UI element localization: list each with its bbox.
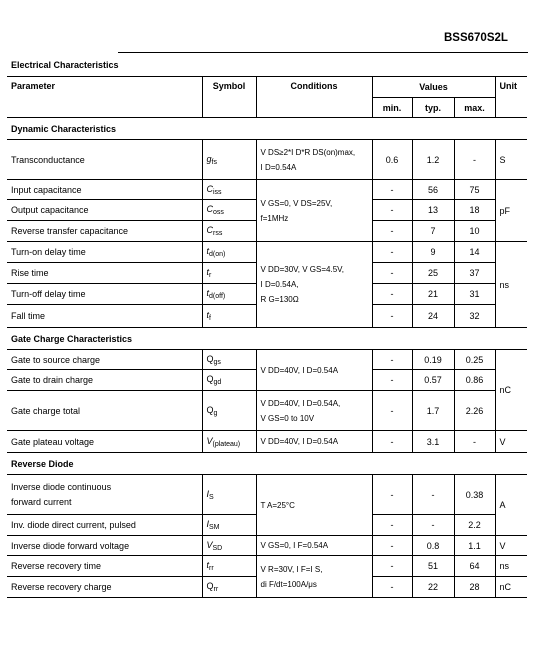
conditions-cell: V DS≥2*I D*R DS(on)max, I D=0.54A [256, 140, 372, 180]
col-max: max. [454, 98, 495, 118]
unit-value: A [495, 475, 527, 536]
max-value: 37 [454, 263, 495, 284]
typ-value: 25 [412, 263, 454, 284]
table-row [7, 556, 527, 577]
unit-value: pF [495, 180, 527, 242]
min-value: 0.6 [372, 140, 412, 180]
unit-value: V [495, 536, 527, 556]
typ-value: 1.2 [412, 140, 454, 180]
max-value: 0.25 [454, 350, 495, 370]
typ-value: 0.19 [412, 350, 454, 370]
max-value: 10 [454, 221, 495, 242]
min-value: - [372, 242, 412, 263]
table-row [7, 350, 527, 370]
max-value: 14 [454, 242, 495, 263]
min-value: - [372, 305, 412, 328]
param-label: Inverse diode continuous forward current [11, 481, 112, 507]
col-min: min. [372, 98, 412, 118]
symbol-cell: $C_{iss}$ [202, 180, 256, 200]
max-value: 75 [454, 180, 495, 200]
table-row [7, 180, 527, 200]
typ-value: 1.7 [412, 391, 454, 431]
symbol-cell: $I_S$ [202, 475, 256, 515]
conditions-cell: V R=30V, I F=I S, di F/dt=100A/μs [256, 556, 372, 598]
electrical-characteristics-table [7, 76, 527, 598]
max-value: - [454, 140, 495, 180]
typ-value: 24 [412, 305, 454, 328]
header-rule [118, 52, 528, 53]
table-row [7, 475, 527, 515]
min-value: - [372, 431, 412, 453]
conditions-cell: V GS=0, I F=0.54A [256, 536, 372, 556]
symbol-cell: $t_f$ [202, 305, 256, 328]
unit-value: ns [495, 556, 527, 577]
param-label: Output capacitance [7, 200, 202, 221]
param-label: Turn-off delay time [7, 284, 202, 305]
col-unit: Unit [495, 77, 527, 118]
min-value: - [372, 536, 412, 556]
table-row [7, 536, 527, 556]
typ-value: 0.8 [412, 536, 454, 556]
max-value: 0.38 [454, 475, 495, 515]
min-value: - [372, 350, 412, 370]
typ-value: 21 [412, 284, 454, 305]
symbol-cell: $V_{SD}$ [202, 536, 256, 556]
table-row [7, 140, 527, 180]
param-label: Gate to source charge [11, 354, 101, 365]
min-value: - [372, 370, 412, 391]
max-value: - [454, 431, 495, 453]
typ-value: - [412, 515, 454, 536]
min-value: - [372, 221, 412, 242]
page-section-title: Electrical Characteristics [11, 60, 119, 70]
symbol-cell: $t_{rr}$ [202, 556, 256, 577]
param-label: Inv. diode direct current, pulsed [11, 520, 136, 530]
symbol-cell: $t_r$ [202, 263, 256, 284]
max-value: 32 [454, 305, 495, 328]
max-value: 28 [454, 577, 495, 598]
typ-value: 0.57 [412, 370, 454, 391]
unit-value: nC [495, 350, 527, 431]
symbol-cell: $Q_g$ [202, 391, 256, 431]
conditions-cell: V DD=40V, I D=0.54A [256, 431, 372, 453]
symbol-cell: $g_{fs}$ [202, 140, 256, 180]
section-dynamic: Dynamic Characteristics [11, 123, 117, 134]
min-value: - [372, 391, 412, 431]
symbol-cell: $t_{d(off)}$ [202, 284, 256, 305]
conditions-cell: V GS=0, V DS=25V, f=1MHz [256, 180, 372, 242]
max-value: 1.1 [454, 536, 495, 556]
symbol-cell: $C_{oss}$ [202, 200, 256, 221]
max-value: 2.2 [454, 515, 495, 536]
unit-value: nC [495, 577, 527, 598]
param-label: Reverse recovery time [11, 561, 102, 571]
symbol-cell: $Q_{gd}$ [202, 370, 256, 391]
min-value: - [372, 577, 412, 598]
min-value: - [372, 200, 412, 221]
max-value: 2.26 [454, 391, 495, 431]
param-label: Rise time [7, 263, 202, 284]
max-value: 18 [454, 200, 495, 221]
max-value: 31 [454, 284, 495, 305]
min-value: - [372, 515, 412, 536]
section-gate-charge: Gate Charge Characteristics [11, 333, 133, 344]
table-row [7, 242, 527, 263]
conditions-cell: V DD=40V, I D=0.54A, V GS=0 to 10V [256, 391, 372, 431]
param-label: Turn-on delay time [7, 242, 202, 263]
typ-value: - [412, 475, 454, 515]
col-conditions: Conditions [256, 77, 372, 118]
max-value: 64 [454, 556, 495, 577]
part-number: BSS670S2L [444, 32, 508, 44]
typ-value: 3.1 [412, 431, 454, 453]
param-label: Reverse recovery charge [11, 582, 112, 592]
min-value: - [372, 475, 412, 515]
symbol-cell: $I_{SM}$ [202, 515, 256, 536]
max-value: 0.86 [454, 370, 495, 391]
conditions-cell: V DD=30V, V GS=4.5V, I D=0.54A, R G=130Ω [256, 242, 372, 328]
param-label: Gate charge total [11, 405, 81, 416]
param-label: Fall time [11, 311, 46, 321]
col-values: Values [372, 77, 495, 98]
symbol-cell: $C_{rss}$ [202, 221, 256, 242]
param-label: Gate to drain charge [11, 375, 94, 385]
symbol-cell: $Q_{rr}$ [202, 577, 256, 598]
typ-value: 9 [412, 242, 454, 263]
typ-value: 7 [412, 221, 454, 242]
typ-value: 56 [412, 180, 454, 200]
min-value: - [372, 263, 412, 284]
col-symbol: Symbol [202, 77, 256, 118]
min-value: - [372, 556, 412, 577]
param-label: Inverse diode forward voltage [11, 540, 130, 551]
unit-value: V [495, 431, 527, 453]
col-parameter: Parameter [11, 81, 56, 91]
min-value: - [372, 284, 412, 305]
table-row [7, 431, 527, 453]
typ-value: 51 [412, 556, 454, 577]
section-reverse-diode: Reverse Diode [11, 458, 74, 469]
typ-value: 13 [412, 200, 454, 221]
symbol-cell: $Q_{gs}$ [202, 350, 256, 370]
conditions-cell: T A=25°C [256, 475, 372, 536]
param-label: Gate plateau voltage [11, 436, 95, 447]
unit-value: ns [495, 242, 527, 328]
symbol-cell: $V_{(plateau)}$ [202, 431, 256, 453]
typ-value: 22 [412, 577, 454, 598]
symbol-cell: $t_{d(on)}$ [202, 242, 256, 263]
table-row [7, 391, 527, 431]
param-label: Transconductance [11, 154, 85, 165]
unit-value: S [495, 140, 527, 180]
param-label: Input capacitance [11, 184, 82, 195]
conditions-cell: V DD=40V, I D=0.54A [256, 350, 372, 391]
min-value: - [372, 180, 412, 200]
param-label: Reverse transfer capacitance [7, 221, 202, 242]
col-typ: typ. [412, 98, 454, 118]
